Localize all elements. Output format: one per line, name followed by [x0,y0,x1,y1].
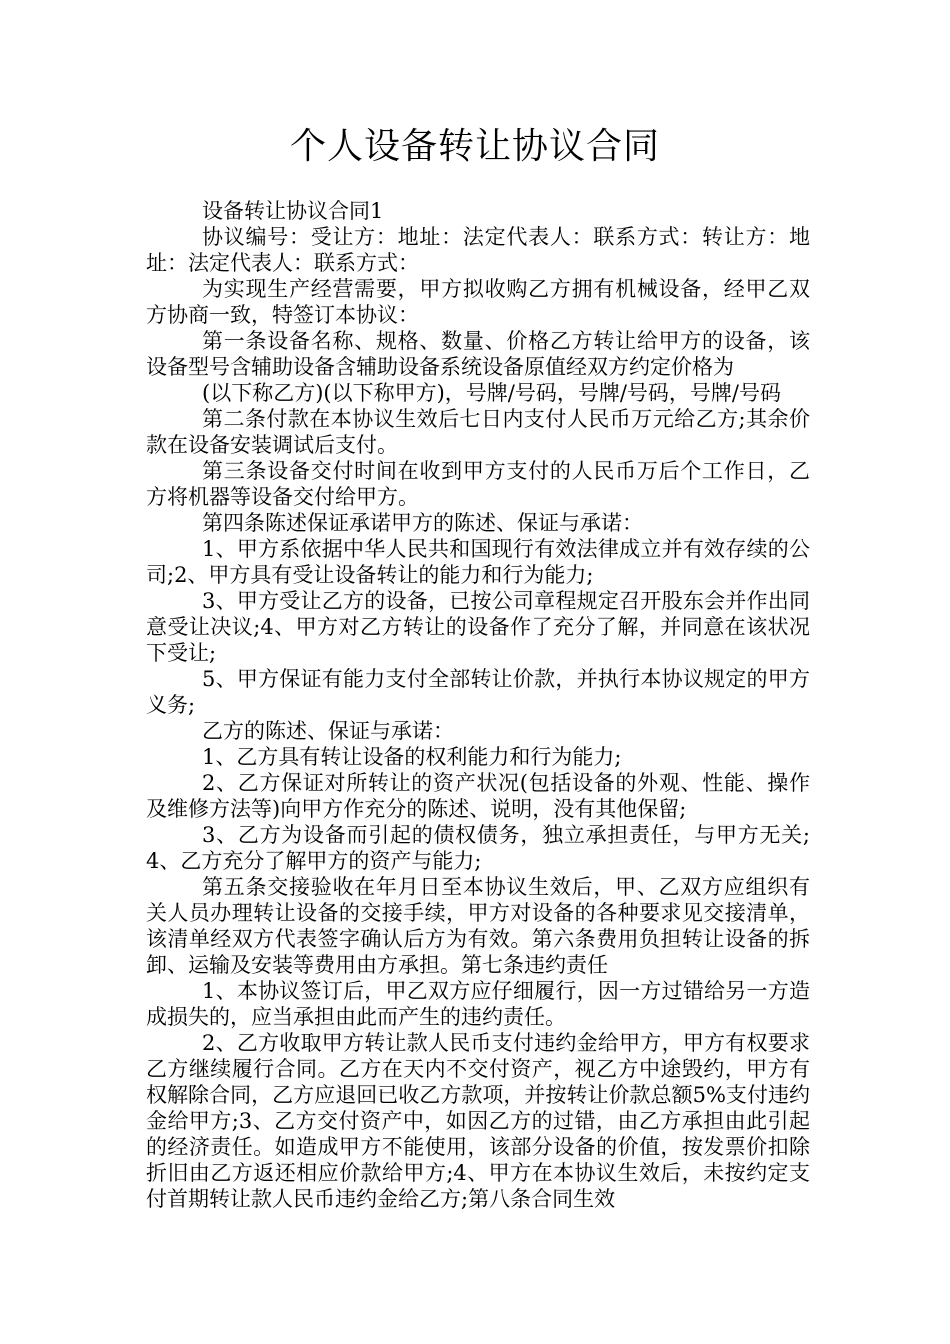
paragraph-party-a-item-3: 3、甲方受让乙方的设备，已按公司章程规定召开股东会并作出同意受让决议;4、甲方对乙方转让的设备作了充分了解，并同意在该状况下受让; [146,589,810,665]
paragraph-heading: 设备转让协议合同1 [202,199,384,223]
document-title: 个人设备转让协议合同 [289,126,660,167]
paragraph-party-b-item-2: 2、乙方保证对所转让的资产状况(包括设备的外观、性能、操作及维修方法等)向甲方作充分的陈述、说明，没有其他保留; [146,771,810,821]
paragraph-breach-item-1: 1、本协议签订后，甲乙双方应仔细履行，因一方过错给另一方造成损失的，应当承担由此而产生的违约责任。 [146,979,810,1029]
paragraph-party-b-item-3: 3、乙方为设备而引起的债权债务，独立承担责任，与甲方无关;4、乙方充分了解甲方的资产与能力; [146,823,810,873]
paragraph-parties: 协议编号：受让方：地址：法定代表人：联系方式：转让方：地址：法定代表人：联系方式： [146,225,810,275]
document-body [146,198,810,1212]
paragraph-party-a-item-1: 1、甲方系依据中华人民共和国现行有效法律成立并有效存续的公司;2、甲方具有受让设备转让的能力和行为能力; [146,537,810,587]
paragraph-plate-numbers: (以下称乙方)(以下称甲方)，号牌/号码，号牌/号码，号牌/号码 [202,381,781,405]
paragraph-article-1: 第一条设备名称、规格、数量、价格乙方转让给甲方的设备，该设备型号含辅助设备含辅助设备系统设备原值经双方约定价格为 [146,329,810,379]
paragraph-article-5: 第五条交接验收在年月日至本协议生效后，甲、乙双方应组织有关人员办理转让设备的交接手续，甲方对设备的各种要求见交接清单，该清单经双方代表签字确认后方为有效。第六条费用负担转让设备的拆卸、运输及安装等费用由方承担。第七条违约责任 [146,875,810,977]
paragraph-article-2: 第二条付款在本协议生效后七日内支付人民币万元给乙方;其余价款在设备安装调试后支付。 [146,407,810,457]
paragraph-article-4: 第四条陈述保证承诺甲方的陈述、保证与承诺： [202,511,643,535]
paragraph-party-a-item-5: 5、甲方保证有能力支付全部转让价款，并执行本协议规定的甲方义务; [146,667,810,717]
paragraph-breach-item-2: 2、乙方收取甲方转让款人民币支付违约金给甲方，甲方有权要求乙方继续履行合同。乙方在天内不交付资产，视乙方中途毁约，甲方有权解除合同，乙方应退回已收乙方款项，并按转让价款总额5%支付违约金给甲方;3、乙方交付资产中，如因乙方的过错，由乙方承担由此引起的经济责任。如造成甲方不能使用，该部分设备的价值，按发票价扣除折旧由乙方返还相应价款给甲方;4、甲方在本协议生效后，未按约定支付首期转让款人民币违约金给乙方;第八条合同生效 [146,1031,810,1211]
paragraph-preamble: 为实现生产经营需要，甲方拟收购乙方拥有机械设备，经甲乙双方协商一致，特签订本协议： [146,277,810,327]
paragraph-party-b-heading: 乙方的陈述、保证与承诺： [202,719,454,743]
paragraph-article-3: 第三条设备交付时间在收到甲方支付的人民币万后个工作日，乙方将机器等设备交付给甲方。 [146,459,810,509]
paragraph-party-b-item-1: 1、乙方具有转让设备的权利能力和行为能力; [202,745,622,769]
